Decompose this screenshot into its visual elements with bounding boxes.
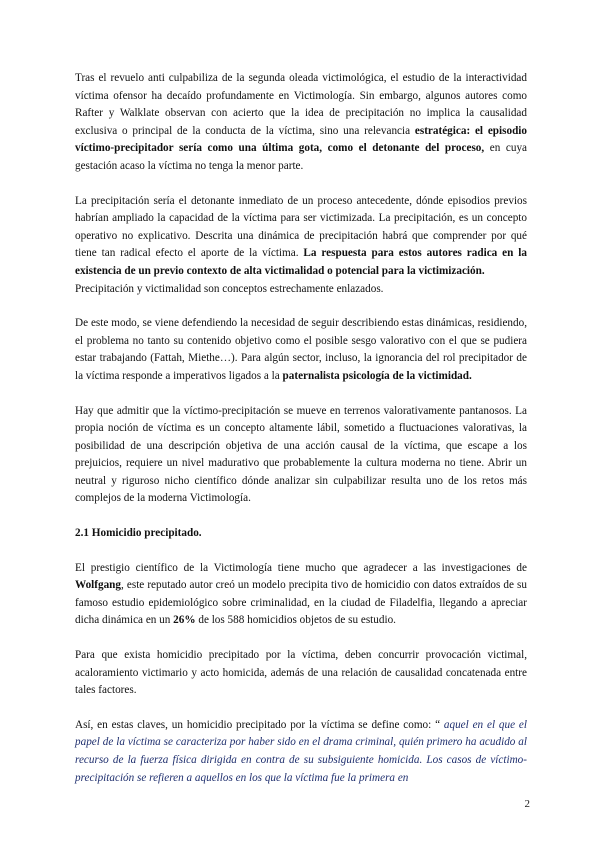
paragraph-text: Precipitación y victimalidad son conceptos estrechamente enlazados. bbox=[75, 282, 384, 295]
paragraph-text: Así, en estas claves, un homicidio precipitado por la víctima se define como: “ bbox=[75, 718, 444, 731]
bold-percent: 26% bbox=[173, 614, 196, 627]
bold-phrase: estratégica: el episodio víctimo-precipitador sería como una última gota, como el detonante del proceso, bbox=[75, 124, 528, 155]
bold-phrase: La respuesta para estos autores radica en la existencia de un previo contexto de alta victimalidad o potencial para la victimización. bbox=[75, 247, 527, 277]
bold-phrase: Wolfgang bbox=[75, 579, 122, 592]
paragraph-text: Tras el revuelo anti culpabiliza de la segunda oleada victimológica, el estudio de la interactividad víctima ofensor ha decaído profundamente en Victimología. Sin embargo, algunos autores como Rafter y Walklate observan con acierto que la idea de precipitación no implica la causalidad exclusiva o principal de la conducta de la víctima, sino una relevancia bbox=[75, 72, 527, 137]
bold-phrase: paternalista psicología de la victimidad. bbox=[282, 369, 472, 382]
quoted-definition: aquel en el que el papel de la víctima se caracteriza por haber sido en el drama criminal, quién primero ha acudido al recurso de la fuerza física dirigida en contra de su subsiguiente homicida. Los casos de víctimo- precipitación se refieren a aquellos en los que la víctima fue la primera en bbox=[75, 718, 527, 784]
paragraph-text: en cuya gestación acaso la víctima no tenga la menor parte. bbox=[75, 142, 527, 172]
paragraph-text: De este modo, se viene defendiendo la necesidad de seguir describiendo estas dinámicas, residiendo, el problema no tanto su contenido objetivo como el posible sesgo valorativo con el que se pudiera estar trabajando (Fattah, Miethe…). Para algún sector, incluso, la ignorancia del rol precipitador de la víctima responde a imperativos ligados a la bbox=[75, 317, 527, 382]
paragraph-text: de los 588 homicidios objetos de su estudio. bbox=[195, 614, 396, 627]
paragraph-5 bbox=[75, 560, 527, 630]
paragraph-text: Para que exista homicidio precipitado por la víctima, deben concurrir provocación victimal, acaloramiento victimario y acto homicida, además de una relación de causalidad concatenada entre tales factores. bbox=[75, 649, 527, 697]
page-number: 2 bbox=[524, 798, 530, 810]
paragraph-6 bbox=[75, 647, 527, 700]
paragraph-text: La precipitación sería el detonante inmediato de un proceso antecedente, dónde episodios previos habrían ampliado la capacidad de la víctima para ser victimizada. La precipitación, es un concepto operativo no explicativo. Descrita una dinámica de precipitación habrá que comprender por qué tiene tan radical efecto el aporte de la víctima. bbox=[75, 194, 527, 260]
paragraph-text: Hay que admitir que la víctimo-precipitación se mueve en terrenos valorativamente pantanosos. La propia noción de víctima es un concepto altamente lábil, sometido a fluctuaciones valorativas, la posibilidad de una descripción objetiva de una acción causal de la víctima, que escape a los prejuicios, requiere un nivel madurativo que probablemente la cultura moderna no tiene. Abrir un neutral y riguroso nicho científico dónde analizar sin culpabilizar resulta uno de los retos más complejos de la moderna Victimología. bbox=[75, 404, 527, 505]
paragraph-2b bbox=[75, 281, 527, 299]
paragraph-1 bbox=[75, 70, 527, 176]
section-heading: 2.1 Homicidio precipitado. bbox=[75, 527, 202, 540]
paragraph-7 bbox=[75, 717, 527, 787]
document-body bbox=[75, 70, 527, 804]
paragraph-3 bbox=[75, 315, 527, 385]
paragraph-text: , este reputado autor creó un modelo precipita tivo de homicidio con datos extraídos de su famoso estudio epidemiológico sobre criminalidad, en la ciudad de Filadelfia, llegando a apreciar dicha dinámica en un bbox=[75, 579, 527, 627]
paragraph-text: El prestigio científico de la Victimología tiene mucho que agradecer a las investigaciones de bbox=[75, 561, 527, 574]
paragraph-2 bbox=[75, 193, 527, 281]
paragraph-4 bbox=[75, 403, 527, 509]
